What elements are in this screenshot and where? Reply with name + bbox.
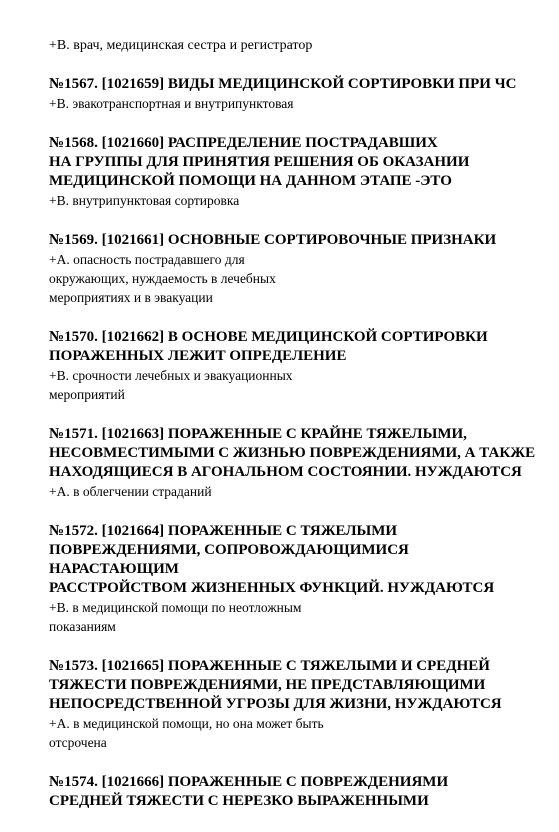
question-text: №1570. [1021662] В ОСНОВЕ МЕДИЦИНСКОЙ СОРТИРОВКИ ПОРАЖЕННЫХ ЛЕЖИТ ОПРЕДЕЛЕНИЕ xyxy=(49,329,488,364)
question-1573 xyxy=(49,657,539,752)
question-text: №1568. [1021660] РАСПРЕДЕЛЕНИЕ ПОСТРАДАВШИХ НА ГРУППЫ ДЛЯ ПРИНЯТИЯ РЕШЕНИЯ ОБ ОКАЗАНИИ МЕДИЦИНСКОЙ ПОМОЩИ НА ДАННОМ ЭТАПЕ -ЭТО xyxy=(49,135,470,189)
answer-text: +В. срочности лечебных и эвакуационных мероприятий xyxy=(49,368,293,402)
question-text: №1567. [1021659] ВИДЫ МЕДИЦИНСКОЙ СОРТИРОВКИ ПРИ ЧС xyxy=(49,76,517,92)
question-1567 xyxy=(49,75,539,113)
document-page xyxy=(49,36,539,832)
question-text: №1574. [1021666] ПОРАЖЕННЫЕ С ПОВРЕЖДЕНИЯМИ СРЕДНЕЙ ТЯЖЕСТИ С НЕРЕЗКО ВЫРАЖЕННЫМИ xyxy=(49,774,449,809)
answer-text: +В. в медицинской помощи по неотложным показаниям xyxy=(49,600,302,634)
question-text: №1573. [1021665] ПОРАЖЕННЫЕ С ТЯЖЕЛЫМИ И СРЕДНЕЙ ТЯЖЕСТИ ПОВРЕЖДЕНИЯМИ, НЕ ПРЕДСТАВЛЯЮЩИМИ НЕПОСРЕДСТВЕННОЙ УГРОЗЫ ДЛЯ ЖИЗНИ, НУЖДАЮТСЯ xyxy=(49,658,502,712)
answer-text: +А. в медицинской помощи, но она может быть отсрочена xyxy=(49,716,324,750)
question-text: №1571. [1021663] ПОРАЖЕННЫЕ С КРАЙНЕ ТЯЖЕЛЫМИ, НЕСОВМЕСТИМЫМИ С ЖИЗНЬЮ ПОВРЕЖДЕНИЯМИ, А ТАКЖЕ НАХОДЯЩИЕСЯ В АГОНАЛЬНОМ СОСТОЯНИИ. НУЖДАЮТСЯ xyxy=(49,426,536,480)
answer-text: +А. в облегчении страданий xyxy=(49,484,212,499)
top-answer: +В. врач, медицинская сестра и регистратор xyxy=(49,38,313,53)
question-1574 xyxy=(49,773,539,811)
question-1572 xyxy=(49,522,539,636)
question-1570 xyxy=(49,328,539,404)
answer-text: +В. внутрипунктовая сортировка xyxy=(49,193,240,208)
question-text: №1572. [1021664] ПОРАЖЕННЫЕ С ТЯЖЕЛЫМИ ПОВРЕЖДЕНИЯМИ, СОПРОВОЖДАЮЩИМИСЯ НАРАСТАЮЩИМ РАССТРОЙСТВОМ ЖИЗНЕННЫХ ФУНКЦИЙ. НУЖДАЮТСЯ xyxy=(49,523,495,596)
answer-text: +В. эвакотранспортная и внутрипунктовая xyxy=(49,96,294,111)
question-1569 xyxy=(49,231,539,307)
question-1571 xyxy=(49,425,539,501)
answer-text: +А. опасность пострадавшего для окружающих, нуждаемость в лечебных мероприятиях и в эвакуации xyxy=(49,252,276,305)
question-1568 xyxy=(49,134,539,210)
question-text: №1569. [1021661] ОСНОВНЫЕ СОРТИРОВОЧНЫЕ ПРИЗНАКИ xyxy=(49,232,497,248)
